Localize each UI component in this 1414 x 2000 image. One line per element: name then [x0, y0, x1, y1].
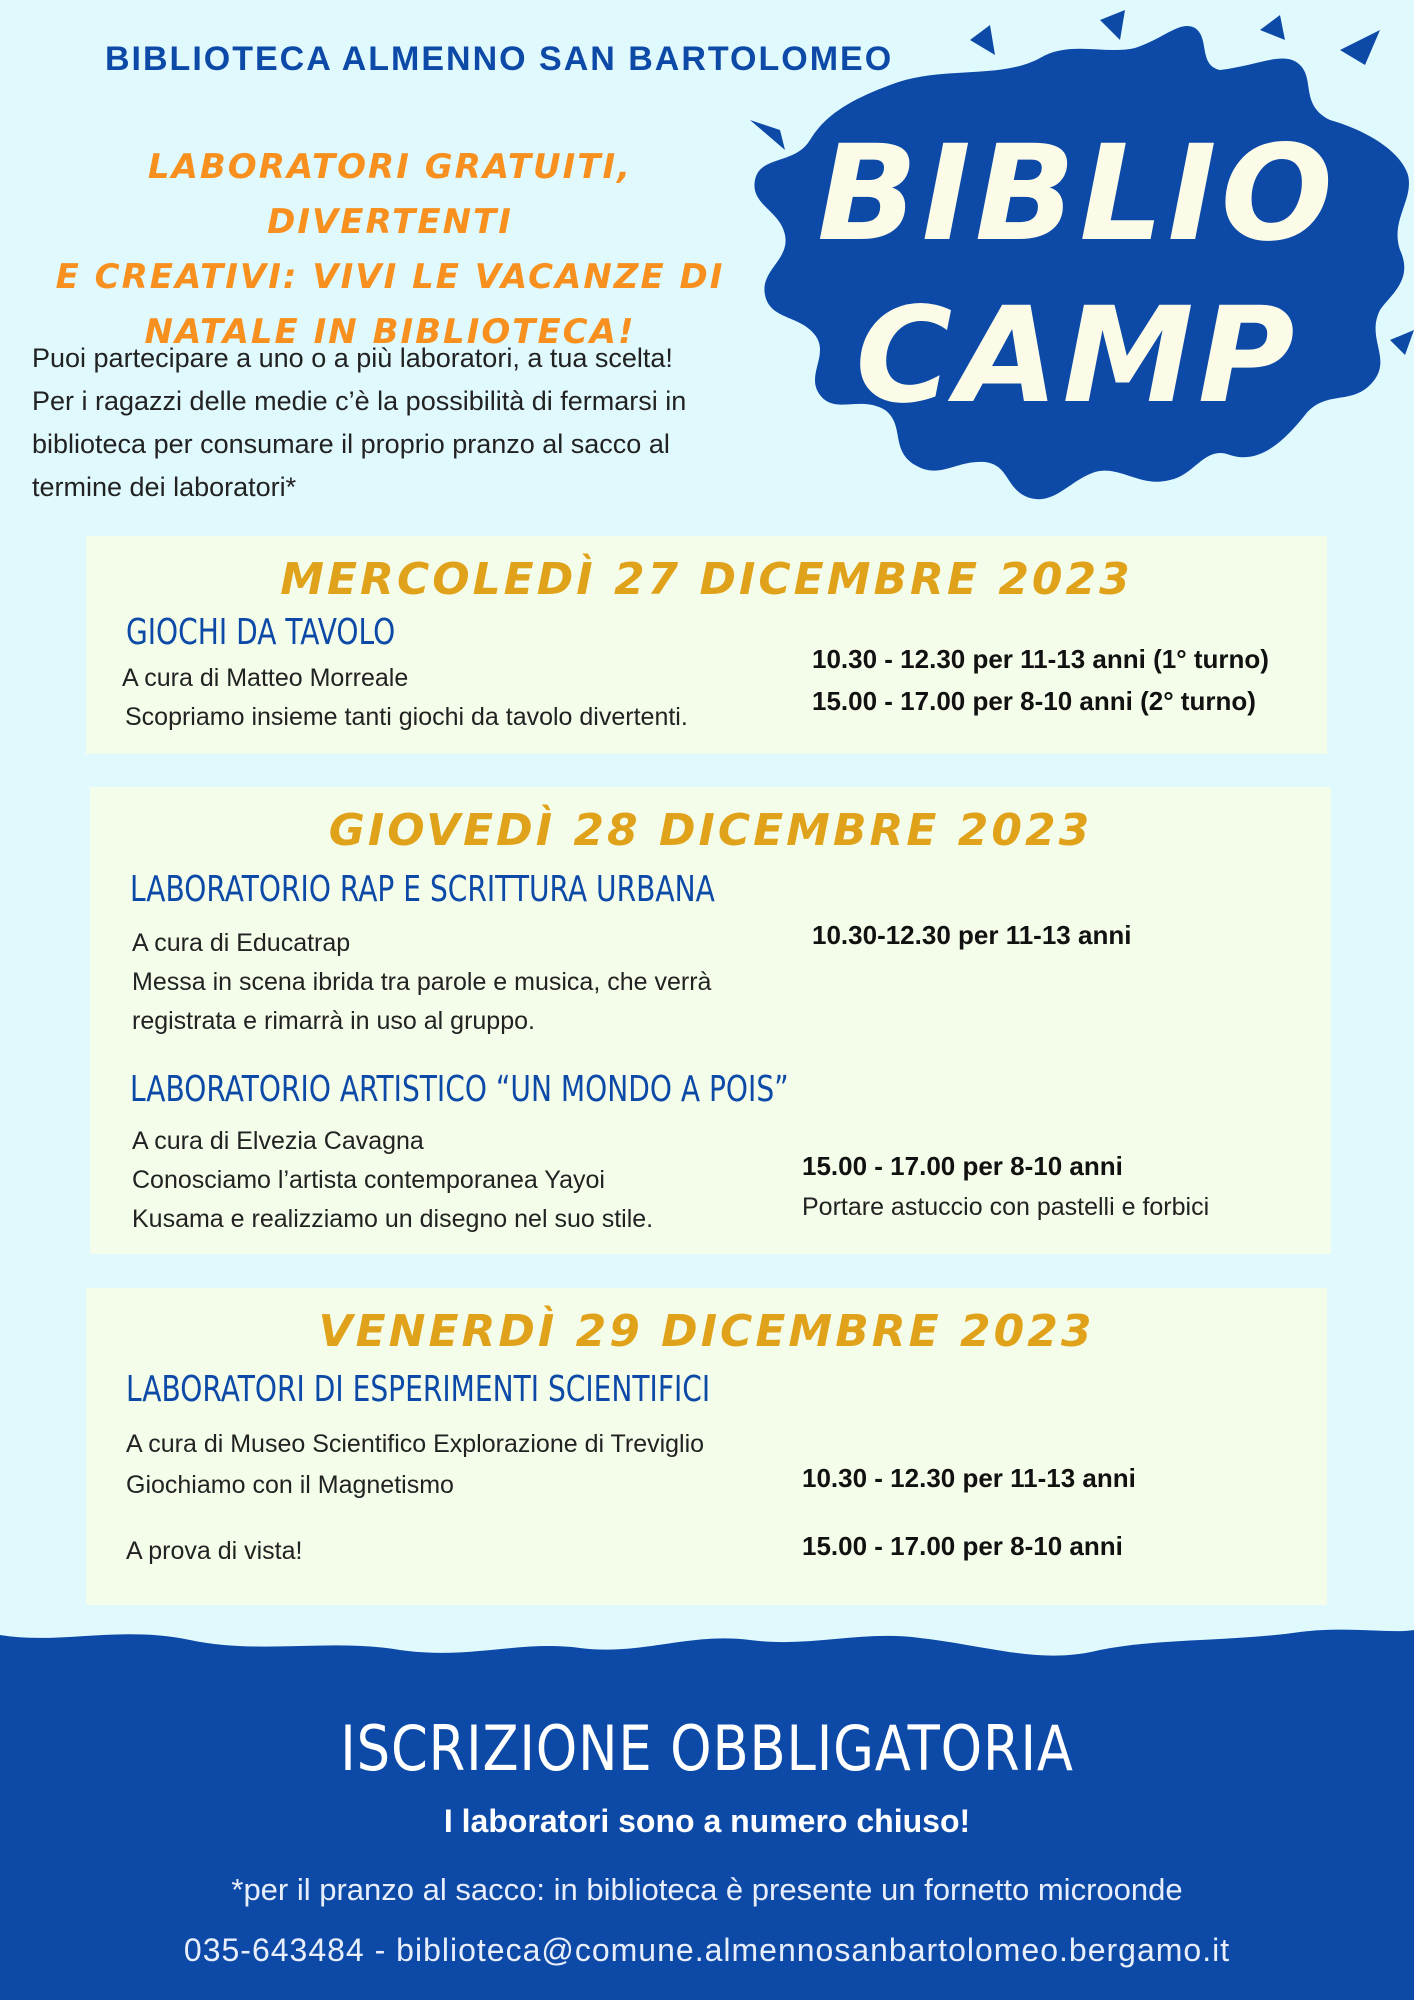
lab-description: registrata e rimarrà in uso al gruppo. [132, 1007, 535, 1035]
library-name: BIBLIOTECA ALMENNO SAN BARTOLOMEO [105, 40, 894, 78]
lab-time: 15.00 - 17.00 per 8-10 anni (2° turno) [812, 686, 1256, 716]
lab-time: 10.30 - 12.30 per 11-13 anni [802, 1463, 1136, 1493]
biblio-camp-logo [740, 10, 1414, 505]
intro-line: biblioteca per consumare il proprio pranzo al sacco al [32, 429, 670, 459]
day-card-friday [86, 1288, 1327, 1605]
lab-note: Portare astuccio con pastelli e forbici [802, 1193, 1210, 1221]
lab-time: 15.00 - 17.00 per 8-10 anni [802, 1531, 1123, 1561]
lab-curator: A cura di Elvezia Cavagna [132, 1127, 424, 1155]
intro-line: termine dei laboratori* [32, 472, 297, 502]
day-title: VENERDÌ 29 DICEMBRE 2023 [318, 1306, 1095, 1357]
lab-title: LABORATORIO RAP E SCRITTURA URBANA [130, 869, 715, 910]
lab-description: Messa in scena ibrida tra parole e musica, che verrà [132, 968, 712, 996]
logo-line-camp: CAMP [855, 279, 1299, 433]
lab-curator: A cura di Educatrap [132, 929, 351, 957]
day-title: MERCOLEDÌ 27 DICEMBRE 2023 [280, 554, 1133, 605]
lab-description: Scopriamo insieme tanti giochi da tavolo divertenti. [125, 703, 688, 731]
lab-time: 10.30-12.30 per 11-13 anni [812, 920, 1132, 950]
lab-description: Conosciamo l’artista contemporanea Yayoi [132, 1166, 605, 1194]
lab-description: A prova di vista! [126, 1537, 303, 1565]
day-title: GIOVEDÌ 28 DICEMBRE 2023 [328, 805, 1093, 856]
lunch-note: *per il pranzo al sacco: in biblioteca è presente un fornetto microonde [231, 1872, 1183, 1907]
intro-line: Puoi partecipare a uno o a più laboratori, a tua scelta! [32, 343, 673, 373]
registration-title: ISCRIZIONE OBBLIGATORIA [340, 1712, 1074, 1785]
lab-description: Kusama e realizziamo un disegno nel suo stile. [132, 1205, 654, 1233]
day-card-wednesday [86, 536, 1327, 754]
tagline-line: LABORATORI GRATUITI, DIVERTENTI [147, 147, 633, 242]
tagline-line: E CREATIVI: VIVI LE VACANZE DI [55, 257, 725, 297]
lab-curator: A cura di Matteo Morreale [122, 664, 409, 692]
lab-time: 10.30 - 12.30 per 11-13 anni (1° turno) [812, 644, 1269, 674]
lab-title: LABORATORI DI ESPERIMENTI SCIENTIFICI [126, 1369, 711, 1410]
lab-title: GIOCHI DA TAVOLO [126, 612, 396, 653]
lab-description: Giochiamo con il Magnetismo [126, 1471, 454, 1499]
tagline-line: NATALE IN BIBLIOTECA! [144, 312, 636, 352]
lab-title: LABORATORIO ARTISTICO “UN MONDO A POIS” [130, 1069, 789, 1110]
day-card-thursday [90, 787, 1331, 1254]
tagline [30, 140, 750, 360]
logo-line-biblio: BIBLIO [817, 117, 1337, 271]
intro-text [32, 337, 772, 509]
registration-subtitle: I laboratori sono a numero chiuso! [443, 1803, 971, 1839]
contact-info[interactable]: 035-643484 - biblioteca@comune.almennosanbartolomeo.bergamo.it [183, 1932, 1231, 1968]
lab-time: 15.00 - 17.00 per 8-10 anni [802, 1151, 1123, 1181]
lab-curator: A cura di Museo Scientifico Explorazione di Treviglio [126, 1430, 705, 1458]
intro-line: Per i ragazzi delle medie c’è la possibilità di fermarsi in [32, 386, 687, 416]
